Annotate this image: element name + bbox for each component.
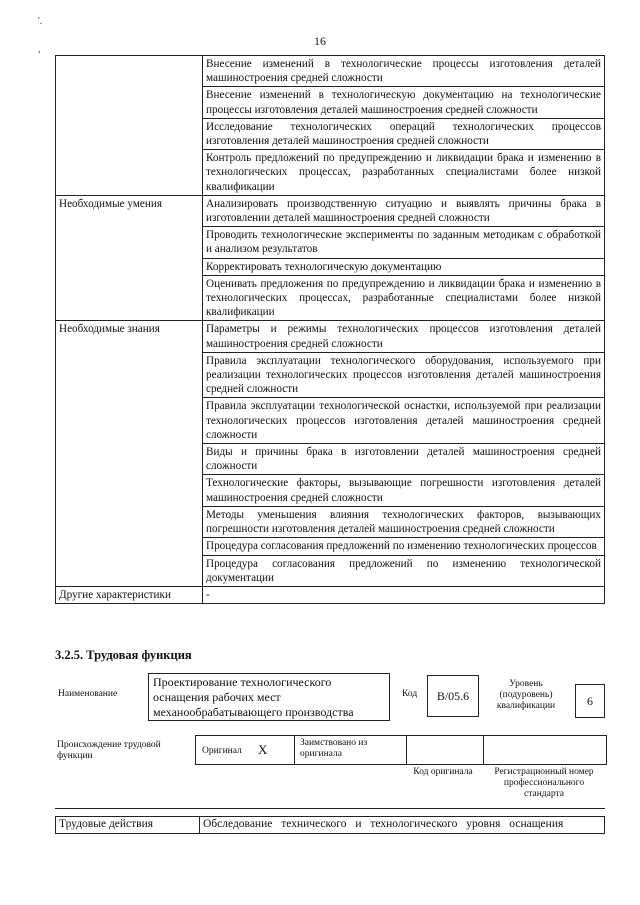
row-item: Внесение изменений в технологическую документацию на технологические процессы изготовления деталей машиностроения средней сложности [203,87,605,118]
table-row [56,195,605,226]
section-heading: 3.2.5. Трудовая функция [55,648,192,662]
row-item: Анализировать производственную ситуацию и выявлять причины брака в изготовлении деталей машиностроения средней сложности [203,195,605,226]
table-row [56,817,605,834]
original-cell [196,736,295,764]
row-item: Методы уменьшения влияния технологических факторов, вызывающих погрешности изготовления деталей машиностроения средней сложности [203,506,605,537]
row-item: Параметры и режимы технологических процессов изготовления деталей машиностроения средней сложности [203,321,605,352]
divider [55,808,605,809]
code-value-box [427,675,479,717]
level-value: 6 [587,694,593,708]
row-item: - [203,586,605,603]
code-original-caption: Код оригинала [413,767,473,777]
row-item: Корректировать технологическую документацию [203,258,605,275]
labor-actions-value: Обследование технического и технологического уровня оснащения [200,817,605,834]
level-value-box [575,684,605,718]
row-item: Правила эксплуатации технологического оборудования, используемого при реализации технологических процессов изготовления деталей машиностроения средней сложности [203,352,605,398]
code-original-cell [406,736,484,764]
row-item: Виды и причины брака в изготовлении деталей машиностроения средней сложности [203,444,605,475]
row-item: Оценивать предложения по предупреждению и ликвидации брака и изменению в технологических процессах, разработанные специалистами более низкой квалификации [203,275,605,321]
origin-box [195,735,607,765]
borrowed-cell: Заимствовано из оригинала [300,738,368,759]
code-label: Код [402,689,418,699]
name-label: Наименование [58,689,118,699]
page-number: 16 [314,34,326,48]
table-row [56,586,605,603]
original-label: Оригинал [202,746,242,756]
name-value-box [148,673,390,721]
row-label: Необходимые умения [56,195,203,321]
reg-number-cell [482,736,606,764]
row-item: Технологические факторы, вызывающие погрешности изготовления деталей машиностроения средней сложности [203,475,605,506]
row-item: Правила эксплуатации технологической оснастки, используемой при реализации технологических процессов изготовления деталей машиностроения средней сложности [203,398,605,444]
requirements-table [55,55,605,604]
labor-actions-label: Трудовые действия [56,817,200,834]
row-label: Другие характеристики [56,586,203,603]
row-item: Контроль предложений по предупреждению и ликвидации брака и изменению в технологических процессах, разработанных специалистами более низкой квалификации [203,150,605,196]
row-item: Исследование технологических операций технологических процессов изготовления деталей машиностроения средней сложности [203,118,605,149]
row-label: Необходимые знания [56,321,203,586]
origin-label: Происхождение трудовой функции [57,740,161,761]
original-mark: X [258,742,268,757]
name-value: Проектирование технологического оснащения рабочих мест механообрабатывающего производства [153,675,354,719]
row-item: Внесение изменений в технологические процессы изготовления деталей машиностроения средней сложности [203,56,605,87]
row-item: Процедура согласования предложений по изменению технологических процессов [203,538,605,555]
level-label: Уровень (подуровень) квалификации [496,679,556,711]
code-value: B/05.6 [436,689,470,703]
table-row [56,321,605,352]
scan-mark: , [38,44,41,55]
table-row [56,56,605,87]
row-label [56,56,203,196]
reg-number-caption: Регистрационный номер профессионального стандарта [494,767,594,799]
labor-actions-table [55,816,605,834]
scan-mark: '. [38,16,43,27]
row-item: Проводить технологические эксперименты по заданным методикам с обработкой и анализом результатов [203,227,605,258]
row-item: Процедура согласования предложений по изменению технологической документации [203,555,605,586]
